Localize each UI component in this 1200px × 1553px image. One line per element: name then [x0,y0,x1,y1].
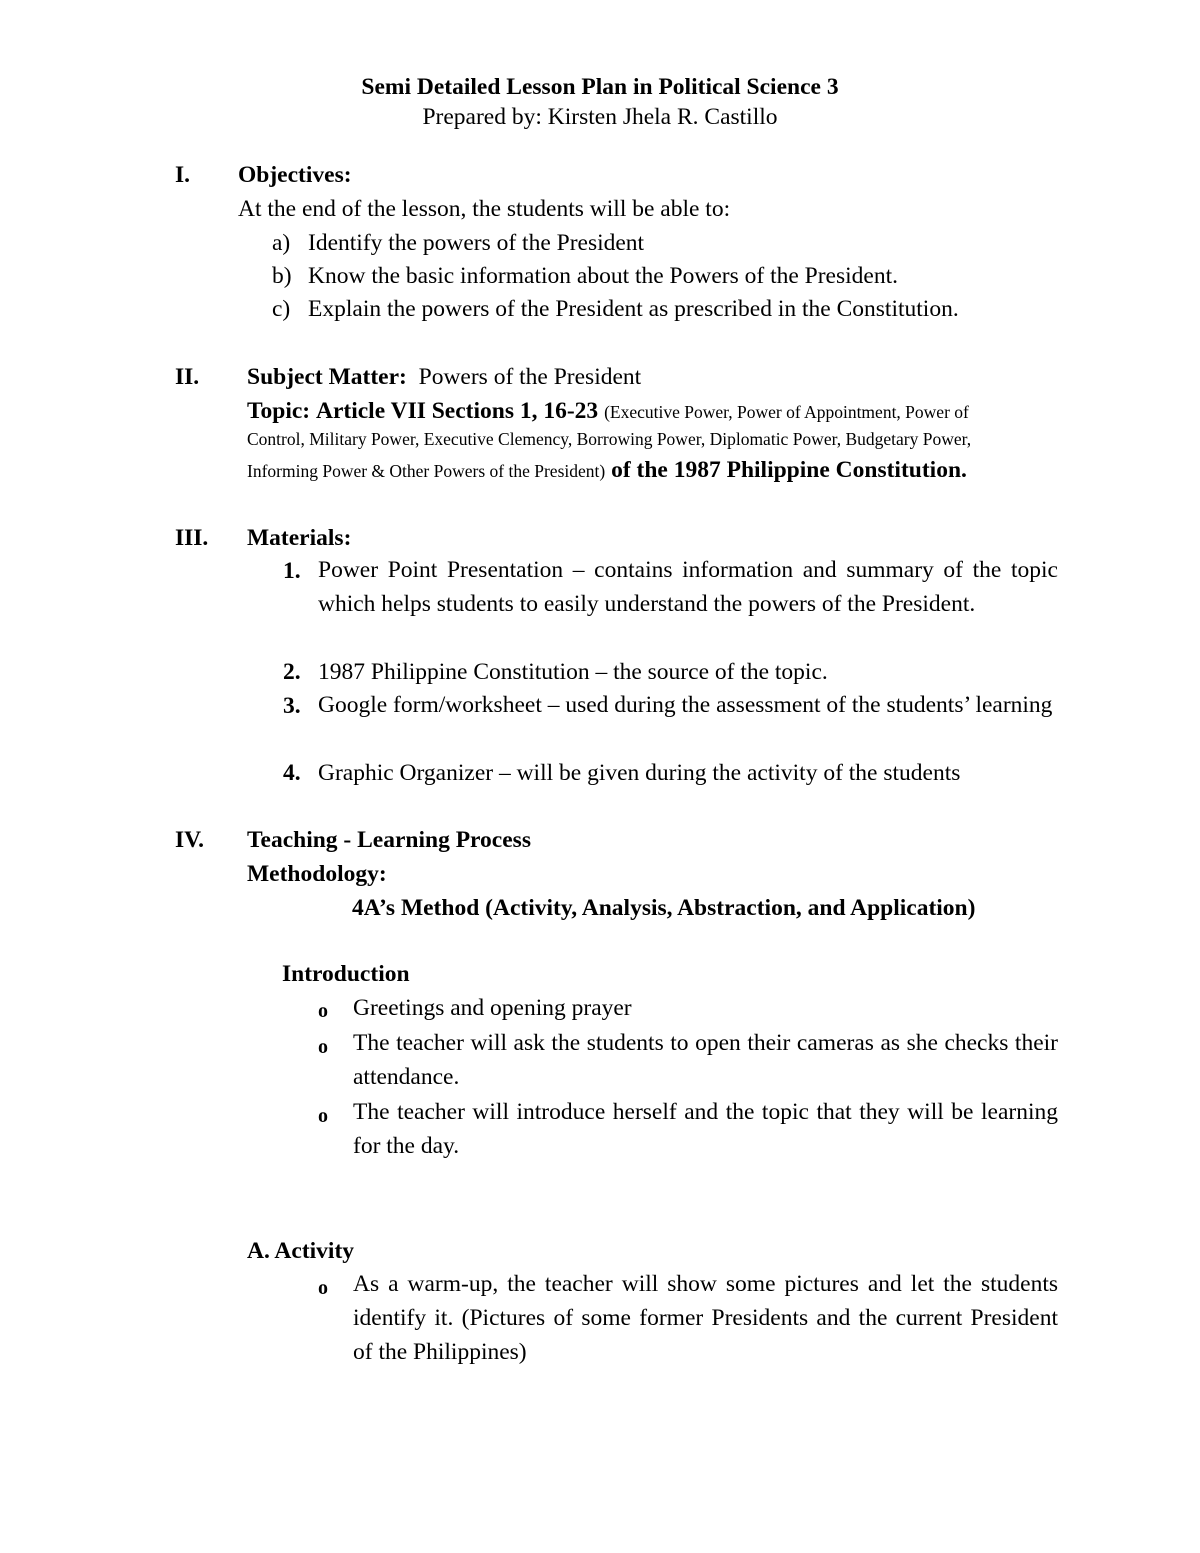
topic-details-2: Control, Military Power, Executive Clemency, Borrowing Power, Diplomatic Power, Budgetary Power, [247,429,972,449]
material-number: 2. [283,659,301,685]
introduction-heading: Introduction [282,961,410,987]
objectives-heading: Objectives: [238,162,352,188]
bullet-icon: o [318,1036,328,1058]
subject-matter-line [247,364,641,391]
objective-marker: b) [272,263,292,289]
material-number: 4. [283,760,301,786]
material-item: Power Point Presentation – contains information and summary of the topic which helps students to easily understand the powers of the President. [318,557,1058,617]
material-number: 1. [283,558,301,584]
introduction-item: The teacher will introduce herself and the topic that they will be learning for the day. [353,1099,1058,1159]
topic-line-3 [247,457,967,484]
teaching-heading: Teaching - Learning Process [247,827,531,853]
section-numeral-iii: III. [175,525,209,551]
material-item: 1987 Philippine Constitution – the source of the topic. [318,659,828,685]
activity-item: As a warm-up, the teacher will show some pictures and let the students identify it. (Pictures of some former Presidents and the current President of the Philippines) [353,1271,1058,1365]
objective-item: Identify the powers of the President [308,230,645,256]
objective-marker: c) [272,296,291,322]
bullet-icon: o [318,1105,328,1127]
material-item: Google form/worksheet – used during the assessment of the students’ learning [318,692,1053,718]
topic-label: Topic: [247,398,311,424]
method-name: 4A’s Method (Activity, Analysis, Abstraction, and Application) [352,895,976,921]
bullet-icon: o [318,1000,328,1022]
activity-heading: A. Activity [247,1238,355,1264]
objectives-intro: At the end of the lesson, the students will be able to: [238,196,731,222]
topic-end: of the 1987 Philippine Constitution. [611,457,967,483]
objective-item: Know the basic information about the Powers of the President. [308,263,898,289]
introduction-item: Greetings and opening prayer [353,995,632,1021]
subject-matter-value: Powers of the President [418,364,642,390]
introduction-item: The teacher will ask the students to open their cameras as she checks their attendance. [353,1030,1058,1090]
topic-details-1: (Executive Power, Power of Appointment, Power of [604,402,969,422]
material-number: 3. [283,693,301,719]
topic-line-1 [247,398,969,425]
material-item: Graphic Organizer – will be given during the activity of the students [318,760,961,786]
section-numeral-ii: II. [175,364,200,390]
section-numeral-i: I. [175,162,191,188]
methodology-label: Methodology: [247,861,387,887]
objective-marker: a) [272,230,291,256]
bullet-icon: o [318,1277,328,1299]
document-title: Semi Detailed Lesson Plan in Political Science 3 [361,74,839,100]
materials-heading: Materials: [247,525,352,551]
topic-bold: Article VII Sections 1, 16-23 [316,398,599,424]
section-numeral-iv: IV. [175,827,204,853]
objective-item: Explain the powers of the President as prescribed in the Constitution. [308,296,959,322]
prepared-by: Prepared by: Kirsten Jhela R. Castillo [422,104,778,130]
topic-details-3: Informing Power & Other Powers of the President) [247,461,606,481]
subject-matter-heading: Subject Matter: [247,364,407,390]
